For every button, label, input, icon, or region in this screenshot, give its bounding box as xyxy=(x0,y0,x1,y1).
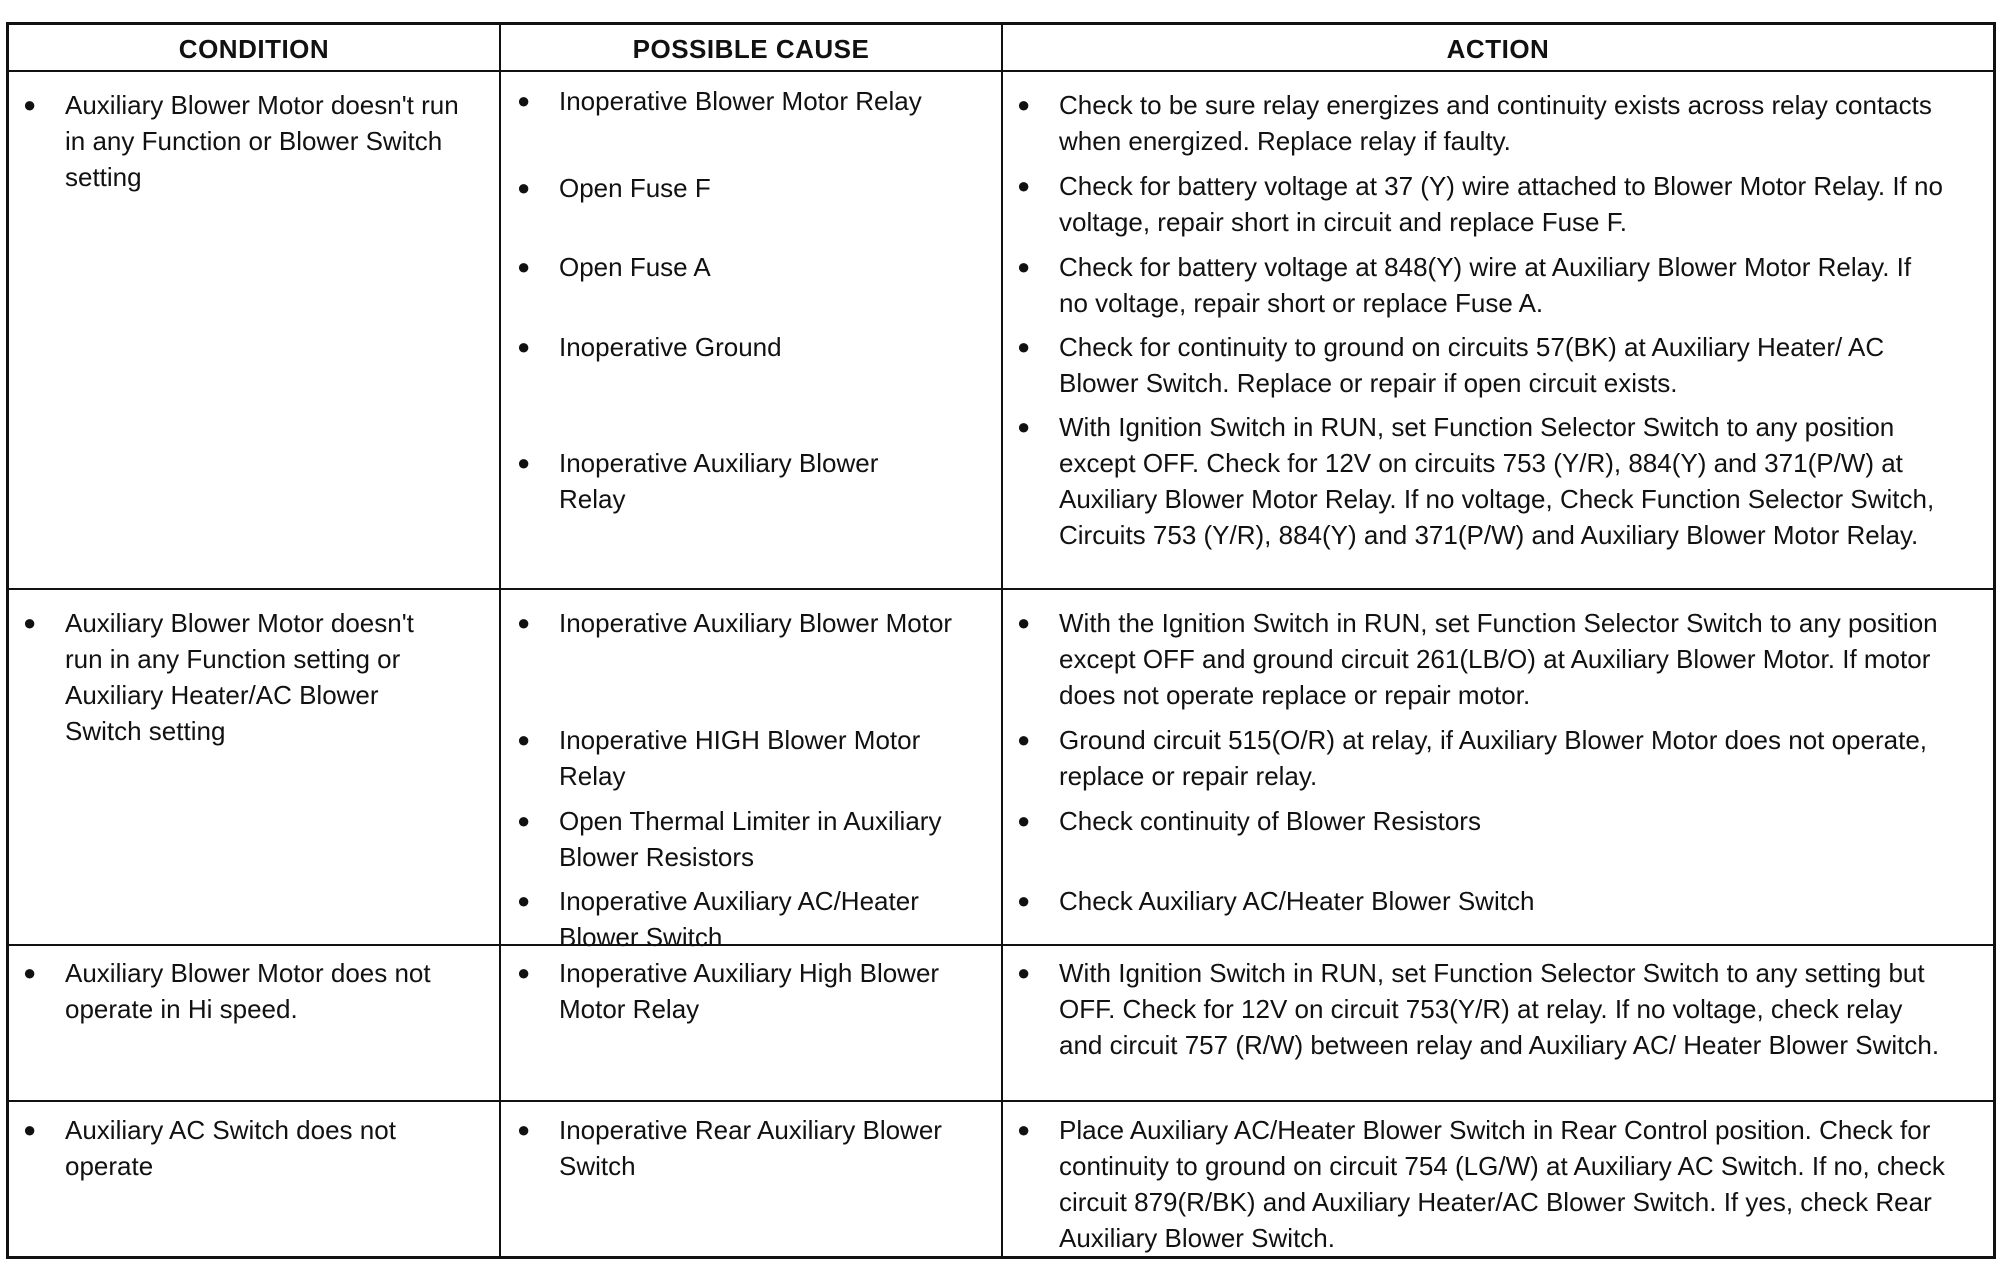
bullet: ● xyxy=(23,92,37,117)
row-divider-3 xyxy=(9,1100,1993,1102)
row-2-action-3: ● Check continuity of Blower Resistors xyxy=(1017,803,1947,839)
row-1-action-2: ● Check for battery voltage at 37 (Y) wire attached to Blower Motor Relay. If no voltage, repair short in circuit and replace Fuse F. xyxy=(1017,168,1947,240)
row-divider-1 xyxy=(9,588,1993,590)
bullet: ● xyxy=(1017,808,1031,833)
row-2-cause-1: ● Inoperative Auxiliary Blower Motor xyxy=(517,605,987,641)
column-divider-1 xyxy=(499,25,501,1256)
bullet: ● xyxy=(517,175,531,200)
row-3-cause-1: ● Inoperative Auxiliary High Blower Motor Relay xyxy=(517,955,957,1027)
bullet: ● xyxy=(517,1117,531,1142)
row-1-action-4: ● Check for continuity to ground on circuits 57(BK) at Auxiliary Heater/ AC Blower Switch. Replace or repair if open circuit exists. xyxy=(1017,329,1927,401)
row-1-cause-1: ● Inoperative Blower Motor Relay xyxy=(517,83,987,119)
row-2-cause-2: ● Inoperative HIGH Blower Motor Relay xyxy=(517,722,987,794)
row-1-cause-3: ● Open Fuse A xyxy=(517,249,987,285)
row-1-cause-5: ● Inoperative Auxiliary Blower Relay xyxy=(517,445,917,517)
bullet: ● xyxy=(517,254,531,279)
bullet: ● xyxy=(517,334,531,359)
bullet: ● xyxy=(23,960,37,985)
row-2-action-4: ● Check Auxiliary AC/Heater Blower Switch xyxy=(1017,883,1947,919)
row-2-action-2: ● Ground circuit 515(O/R) at relay, if Auxiliary Blower Motor does not operate, replace or repair relay. xyxy=(1017,722,1947,794)
troubleshooting-table xyxy=(6,22,1996,1259)
row-4-cause-1: ● Inoperative Rear Auxiliary Blower Switch xyxy=(517,1112,957,1184)
row-divider-2 xyxy=(9,944,1993,946)
bullet: ● xyxy=(517,450,531,475)
column-divider-2 xyxy=(1001,25,1003,1256)
row-2-condition: ● Auxiliary Blower Motor doesn't run in any Function setting or Auxiliary Heater/AC Blower Switch setting xyxy=(23,605,453,749)
row-1-action-1: ● Check to be sure relay energizes and continuity exists across relay contacts when energized. Replace relay if faulty. xyxy=(1017,87,1947,159)
header-condition: CONDITION xyxy=(178,33,330,64)
bullet: ● xyxy=(1017,334,1031,359)
row-1-action-3: ● Check for battery voltage at 848(Y) wire at Auxiliary Blower Motor Relay. If no voltage, repair short or replace Fuse A. xyxy=(1017,249,1947,321)
bullet: ● xyxy=(1017,173,1031,198)
row-1-condition: ● Auxiliary Blower Motor doesn't run in any Function or Blower Switch setting xyxy=(23,87,485,195)
row-2-action-1: ● With the Ignition Switch in RUN, set Function Selector Switch to any position except OFF and ground circuit 261(LB/O) at Auxiliary Blower Motor. If motor does not operate replace or repair motor. xyxy=(1017,605,1947,713)
bullet: ● xyxy=(517,610,531,635)
bullet: ● xyxy=(1017,1117,1031,1142)
row-1-cause-4: ● Inoperative Ground xyxy=(517,329,987,365)
bullet: ● xyxy=(517,808,531,833)
bullet: ● xyxy=(1017,888,1031,913)
row-1-action-5: ● With Ignition Switch in RUN, set Function Selector Switch to any position except OFF. Check for 12V on circuits 753 (Y/R), 884(Y) and 371(P/W) at Auxiliary Blower Motor Relay. If no voltage, Check Function Selector Switch, Circuits 753 (Y/R), 884(Y) and 371(P/W) and Auxiliary Blower Motor Relay. xyxy=(1017,409,1947,553)
bullet: ● xyxy=(1017,610,1031,635)
row-2-cause-4: ● Inoperative Auxiliary AC/Heater Blower Switch xyxy=(517,883,987,955)
bullet: ● xyxy=(1017,254,1031,279)
bullet: ● xyxy=(1017,92,1031,117)
row-4-condition: ● Auxiliary AC Switch does not operate xyxy=(23,1112,485,1184)
row-4-action-1: ● Place Auxiliary AC/Heater Blower Switch in Rear Control position. Check for continuity to ground on circuit 754 (LG/W) at Auxiliary AC Switch. If no, check circuit 879(R/BK) and Auxiliary Heater/AC Blower Switch. If yes, check Rear Auxiliary Blower Switch. xyxy=(1017,1112,1947,1256)
row-3-condition: ● Auxiliary Blower Motor does not operate in Hi speed. xyxy=(23,955,485,1027)
header-action: ACTION xyxy=(1446,33,1550,64)
bullet: ● xyxy=(1017,727,1031,752)
bullet: ● xyxy=(1017,414,1031,439)
bullet: ● xyxy=(517,960,531,985)
row-1-cause-2: ● Open Fuse F xyxy=(517,170,987,206)
bullet: ● xyxy=(1017,960,1031,985)
bullet: ● xyxy=(23,610,37,635)
bullet: ● xyxy=(517,88,531,113)
bullet: ● xyxy=(517,727,531,752)
row-3-action-1: ● With Ignition Switch in RUN, set Function Selector Switch to any setting but OFF. Check for 12V on circuit 753(Y/R) at relay. If no voltage, check relay and circuit 757 (R/W) between relay and Auxiliary AC/ Heater Blower Switch. xyxy=(1017,955,1947,1063)
bullet: ● xyxy=(517,888,531,913)
row-2-cause-3: ● Open Thermal Limiter in Auxiliary Blower Resistors xyxy=(517,803,987,875)
table-frame xyxy=(6,22,1996,1259)
header-possible-cause: POSSIBLE CAUSE xyxy=(632,33,870,64)
bullet: ● xyxy=(23,1117,37,1142)
